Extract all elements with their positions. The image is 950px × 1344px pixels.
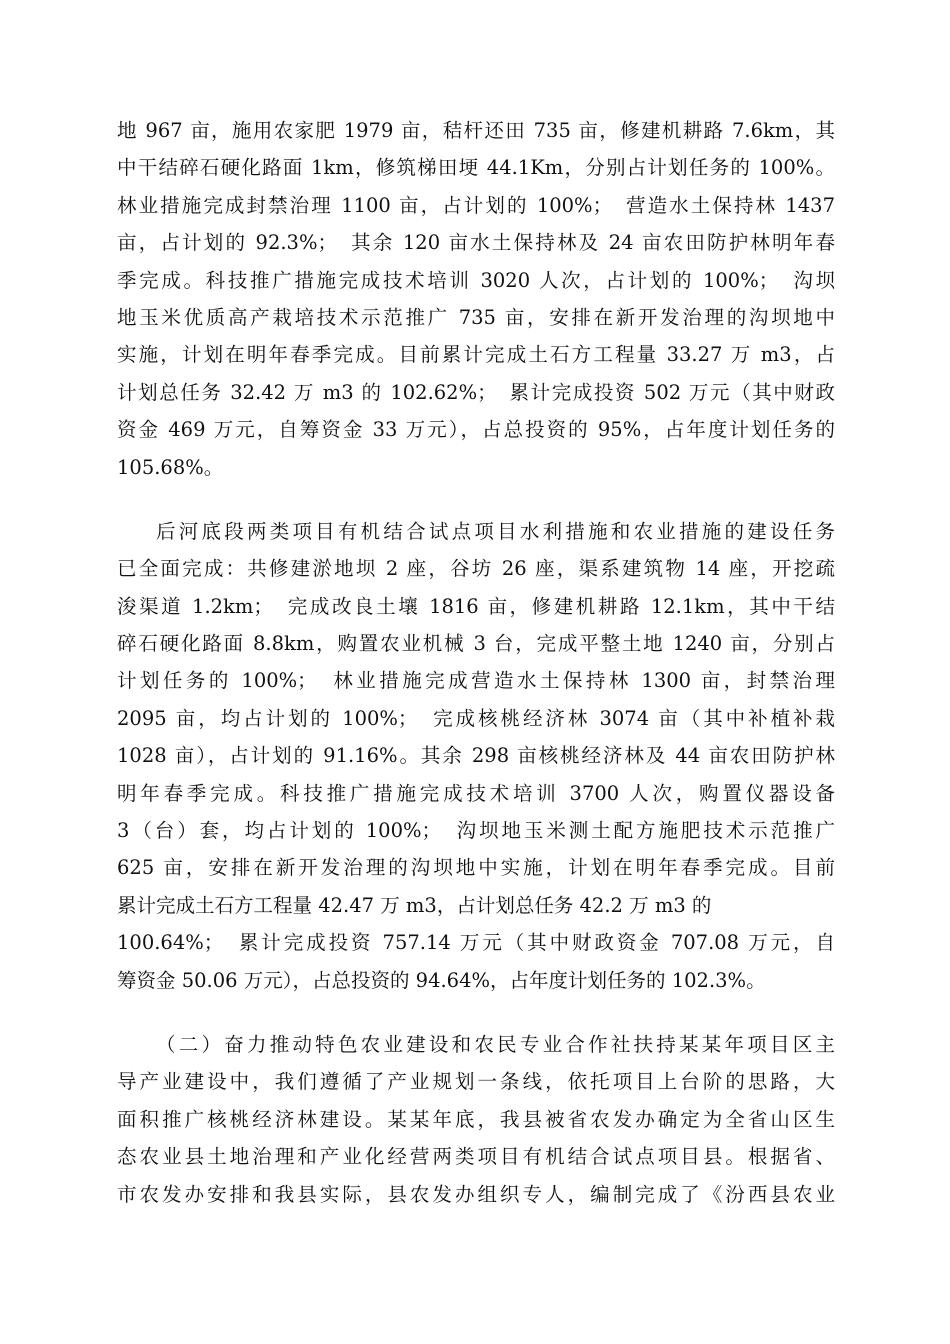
paragraph-2 bbox=[117, 513, 835, 999]
text-line: 亩，占计划的 92.3%； 其余 120 亩水土保持林及 24 亩农田防护林明年春 bbox=[117, 231, 835, 255]
text-line: 计划任务的 100%； 林业措施完成营造水土保持林 1300 亩，封禁治理 bbox=[117, 669, 835, 693]
text-line: 625 亩，安排在新开发治理的沟坝地中实施，计划在明年春季完成。目前 bbox=[117, 856, 835, 880]
paragraph-3 bbox=[117, 1026, 835, 1213]
text-line: 实施，计划在明年春季完成。目前累计完成土石方工程量 33.27 万 m3，占 bbox=[117, 343, 835, 367]
text-line: 后河底段两类项目有机结合试点项目水利措施和农业措施的建设任务 bbox=[156, 519, 835, 543]
text-line: 浚渠道 1.2km； 完成改良土壤 1816 亩，修建机耕路 12.1km，其中干结 bbox=[117, 594, 835, 618]
text-line: 地 967 亩，施用农家肥 1979 亩，秸杆还田 735 亩，修建机耕路 7.6km，其 bbox=[117, 119, 835, 142]
text-line: 导产业建设中，我们遵循了产业规划一条线，依托项目上台阶的思路，大 bbox=[117, 1070, 835, 1094]
text-line: （二）奋力推动特色农业建设和农民专业合作社扶持某某年项目区主 bbox=[156, 1032, 835, 1056]
text-line: 中干结碎石硬化路面 1km，修筑梯田埂 44.1Km，分别占计划任务的 100%。 bbox=[117, 156, 835, 180]
paragraph-spacer bbox=[117, 999, 835, 1026]
text-line: 碎石硬化路面 8.8km，购置农业机械 3 台，完成平整土地 1240 亩，分别占 bbox=[117, 632, 835, 656]
text-line: 计划总任务 32.42 万 m3 的 102.62%； 累计完成投资 502 万元（其中财政 bbox=[117, 380, 835, 404]
text-line: 100.64%； 累计完成投资 757.14 万元（其中财政资金 707.08 万元，自 bbox=[117, 931, 835, 955]
text-line: 累计完成土石方工程量 42.47 万 m3，占计划总任务 42.2 万 m3 的 bbox=[117, 893, 712, 917]
text-line: 2095 亩，均占计划的 100%； 完成核桃经济林 3074 亩（其中补植补栽 bbox=[117, 706, 835, 730]
document-body bbox=[117, 112, 835, 1213]
paragraph-1 bbox=[117, 112, 835, 486]
text-line: 资金 469 万元，自筹资金 33 万元），占总投资的 95%，占年度计划任务的 bbox=[117, 418, 835, 442]
text-line: 已全面完成：共修建淤地坝 2 座，谷坊 26 座，渠系建筑物 14 座，开挖疏 bbox=[117, 557, 835, 581]
paragraph-spacer bbox=[117, 486, 835, 513]
text-line: 地玉米优质高产栽培技术示范推广 735 亩，安排在新开发治理的沟坝地中 bbox=[117, 305, 835, 329]
text-line: 季完成。科技推广措施完成技术培训 3020 人次，占计划的 100%； 沟坝 bbox=[117, 268, 835, 292]
text-line: 1028 亩），占计划的 91.16%。其余 298 亩核桃经济林及 44 亩农田防护林 bbox=[117, 744, 835, 768]
text-line: 林业措施完成封禁治理 1100 亩，占计划的 100%； 营造水土保持林 1437 bbox=[117, 193, 835, 217]
text-line: 3（台）套，均占计划的 100%； 沟坝地玉米测土配方施肥技术示范推广 bbox=[117, 819, 835, 843]
text-line: 面积推广核桃经济林建设。某某年底，我县被省农发办确定为全省山区生 bbox=[117, 1107, 835, 1131]
text-line: 105.68%。 bbox=[117, 455, 224, 479]
text-line: 筹资金 50.06 万元），占总投资的 94.64%，占年度计划任务的 102.3%。 bbox=[117, 968, 766, 992]
text-line: 市农发办安排和我县实际，县农发办组织专人，编制完成了《汾西县农业 bbox=[117, 1182, 835, 1206]
text-line: 态农业县土地治理和产业化经营两类项目有机结合试点项目县。根据省、 bbox=[117, 1145, 835, 1169]
text-line: 明年春季完成。科技推广措施完成技术培训 3700 人次，购置仪器设备 bbox=[117, 781, 835, 805]
